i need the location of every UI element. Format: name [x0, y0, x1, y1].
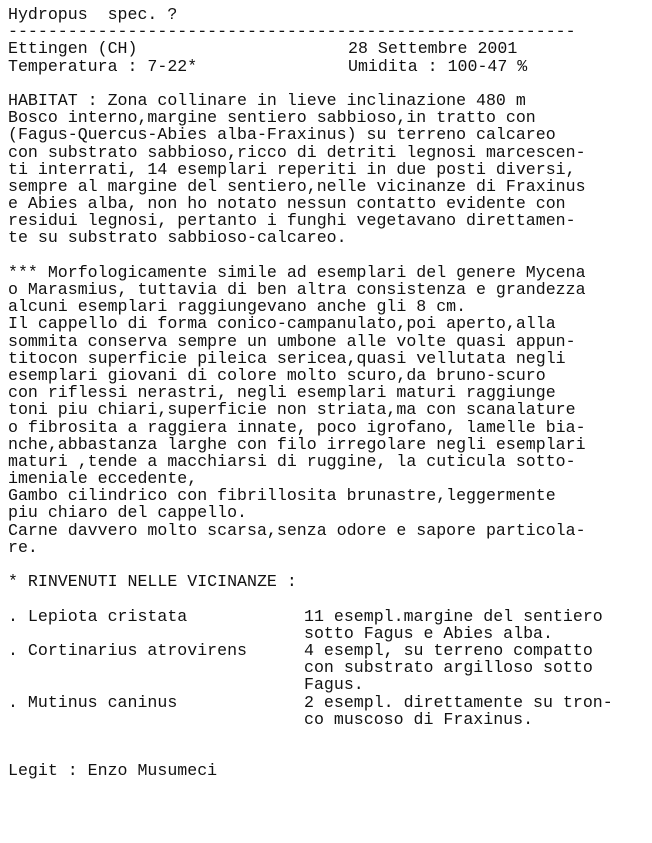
- species-note: co muscoso di Fraxinus.: [304, 709, 534, 729]
- document-title: Hydropus spec. ?: [8, 5, 178, 24]
- description-line: *** Morfologicamente simile ad esemplari del genere Mycena: [8, 262, 586, 282]
- species-note: 11 esempl.margine del sentiero: [304, 606, 603, 626]
- list-item: [8, 694, 644, 728]
- description-line: sommita conserva sempre un umbone alle volte quasi appun-: [8, 331, 576, 351]
- description-section: [8, 264, 644, 556]
- nearby-heading: * RINVENUTI NELLE VICINANZE :: [8, 572, 297, 592]
- description-line: nche,abbastanza larghe con filo irregolare negli esemplari: [8, 434, 586, 454]
- habitat-section: [8, 92, 644, 247]
- habitat-line: (Fagus-Quercus-Abies alba-Fraxinus) su terreno calcareo: [8, 125, 556, 145]
- description-line: titocon superficie pileica sericea,quasi vellutata negli: [8, 348, 566, 368]
- legit-signature: Legit : Enzo Musumeci: [8, 760, 218, 780]
- list-item: [8, 608, 644, 642]
- description-line: esemplari giovani di colore molto scuro,da bruno-scuro: [8, 365, 546, 385]
- description-line: imeniale eccedente,: [8, 469, 198, 489]
- description-line: o Marasmius, tuttavia di ben altra consistenza e grandezza: [8, 280, 586, 299]
- species-name: . Lepiota cristata: [8, 606, 188, 626]
- description-line: alcuni esemplari raggiungevano anche gli 8 cm.: [8, 297, 467, 317]
- habitat-line: Bosco interno,margine sentiero sabbioso,in tratto con: [8, 108, 536, 128]
- species-note: con substrato argilloso sotto: [304, 658, 593, 678]
- description-line: Il cappello di forma conico-campanulato,poi aperto,alla: [8, 314, 556, 334]
- habitat-line: HABITAT : Zona collinare in lieve inclinazione 480 m: [8, 90, 526, 110]
- description-line: maturi ,tende a macchiarsi di ruggine, la cuticula sotto-: [8, 451, 576, 471]
- species-name: . Mutinus caninus: [8, 692, 178, 712]
- document-page: [8, 6, 644, 779]
- description-line: Carne davvero molto scarsa,senza odore e sapore particola-: [8, 520, 586, 540]
- species-name: . Cortinarius atrovirens: [8, 640, 247, 660]
- header-row-location: [8, 40, 644, 57]
- date-text: 28 Settembre 2001: [348, 39, 518, 59]
- description-line: re.: [8, 537, 38, 557]
- separator-line: ---------------------------------------------------------: [8, 23, 576, 41]
- humidity-text: Umidita : 100-47 %: [348, 56, 528, 76]
- header-row-climate: [8, 58, 644, 75]
- species-note: Fagus.: [304, 675, 364, 695]
- habitat-line: ti interrati, 14 esemplari reperiti in due posti diversi,: [8, 159, 576, 179]
- habitat-line: residui legnosi, pertanto i funghi vegetavano direttamen-: [8, 211, 576, 231]
- description-line: toni piu chiari,superficie non striata,ma con scanalature: [8, 400, 576, 420]
- species-note: 2 esempl. direttamente su tron-: [304, 692, 613, 712]
- habitat-line: e Abies alba, non ho notato nessun contatto evidente con: [8, 194, 566, 214]
- description-line: piu chiaro del cappello.: [8, 503, 247, 523]
- species-note: 4 esempl, su terreno compatto: [304, 640, 593, 660]
- description-line: o fibrosita a raggiera innate, poco igrofano, lamelle bia-: [8, 417, 586, 437]
- habitat-line: te su substrato sabbioso-calcareo.: [8, 228, 347, 248]
- description-line: con riflessi nerastri, negli esemplari maturi raggiunge: [8, 383, 556, 403]
- location-text: Ettingen (CH): [8, 39, 138, 59]
- temperature-text: Temperatura : 7-22*: [8, 56, 198, 76]
- habitat-line: sempre al margine del sentiero,nelle vicinanze di Fraxinus: [8, 176, 586, 196]
- list-item: [8, 642, 644, 694]
- nearby-list: [8, 608, 644, 728]
- habitat-line: con substrato sabbioso,ricco di detriti legnosi marcescen-: [8, 142, 586, 162]
- description-line: Gambo cilindrico con fibrillosita brunastre,leggermente: [8, 486, 556, 506]
- species-note: sotto Fagus e Abies alba.: [304, 623, 553, 643]
